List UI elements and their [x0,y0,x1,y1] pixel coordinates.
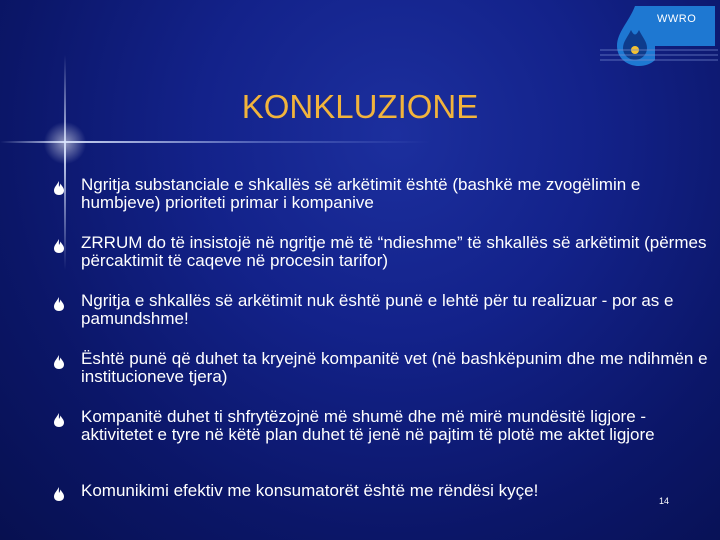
bullet-item [52,234,712,270]
bullet-text: Ngritja substanciale e shkallës së arkëtimit është (bashkë me zvogëlimin e humbjeve) prioriteti primar i kompanive [81,175,641,212]
fire-bullet-icon [52,354,66,370]
fire-bullet-icon [52,412,66,428]
fire-bullet-icon [52,486,66,502]
bullet-item [52,482,712,502]
bullet-text: Komunikimi efektiv me konsumatorët është me rëndësi kyçe! [81,481,539,500]
logo-text: WWRO [657,13,697,25]
fire-bullet-icon [52,180,66,196]
logo-subtitle-lines [600,46,718,64]
light-flare-horizontal [0,141,430,143]
bullet-text: ZRRUM do të insistojë në ngritje më të “ndieshme” të shkallës së arkëtimit (përmes përcaktimit të caqeve në procesin tarifor) [81,233,707,270]
bullet-item [52,292,712,328]
bullet-item [52,408,712,444]
bullet-item [52,350,712,386]
bullet-text: Kompanitë duhet ti shfrytëzojnë më shumë dhe më mirë mundësitë ligjore - aktivitetet e tyre në këtë plan duhet të jenë në pajtim të plotë me aktet ligjore [81,407,655,444]
page-number: 14 [659,496,670,506]
bullet-text: Ngritja e shkallës së arkëtimit nuk është punë e lehtë për tu realizuar - por as e pamundshme! [81,291,674,328]
bullet-text: Është punë që duhet ta kryejnë kompanitë vet (në bashkëpunim dhe me ndihmën e institucioneve tjera) [81,349,708,386]
slide-title: KONKLUZIONE [241,88,479,125]
fire-bullet-icon [52,296,66,312]
fire-bullet-icon [52,238,66,254]
bullet-item [52,176,712,212]
